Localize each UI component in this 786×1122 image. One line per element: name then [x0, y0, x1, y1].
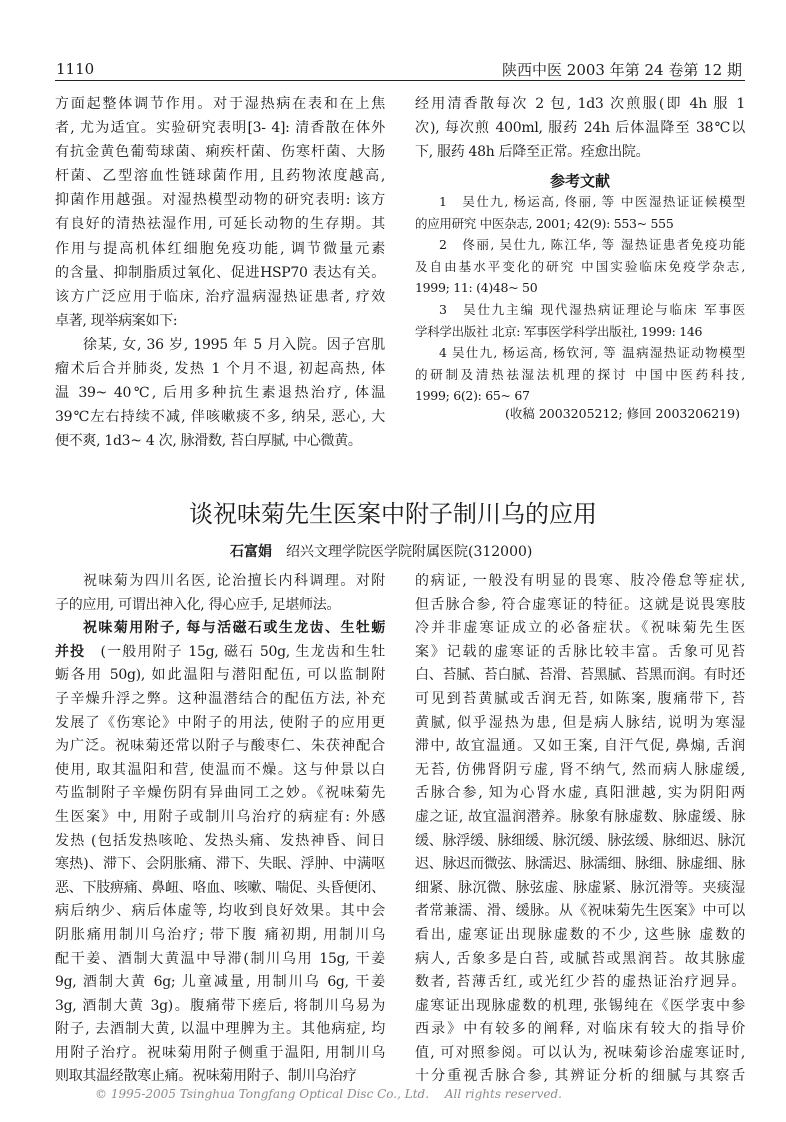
text-line: 祝味菊为四川名医, 论治擅长内科调理。对附 [83, 573, 385, 589]
text-line: 的应用研究 中医杂志, 2001; 42(9): 553~ 555 [415, 215, 674, 231]
author-name: 石富娟 [230, 544, 272, 560]
text-line: 瘤术后合并肺炎, 发热 1 个月不退, 初起高热, 体 [55, 361, 385, 378]
article-title: 谈祝味菊先生医案中附子制川乌的应用 [189, 500, 597, 528]
text-line: 39℃左右持续不减, 伴咳嗽痰不多, 纳呆, 恶心, 大 [55, 409, 385, 426]
references-heading: 参考文献 [549, 172, 610, 190]
text-line: 白、苔腻、苔白腻、苔滑、苔黑腻、苔黑而润。有时还 [415, 667, 745, 684]
text-line: 学科学出版社 北京: 军事医学科学出版社, 1999: 146 [415, 323, 703, 339]
text-line: 抑菌作用越强。对湿热模型动物的研究表明: 该方 [55, 192, 385, 209]
text-line: 则取其温经散寒止痛。祝味菊用附子、制川乌治疗 [55, 1068, 357, 1085]
text-line: 温 39~ 40℃, 后用多种抗生素退热治疗, 体温 [55, 385, 385, 402]
text-span: (一般用附子 15g, 磁石 50g, 生龙齿和生牡 [85, 643, 385, 660]
text-line: 缓、脉浮缓、脉细缓、脉沉缓、脉弦缓、脉细迟、脉沉 [415, 832, 745, 849]
received-dates: (收稿 2003205212; 修回 2003206219) [505, 406, 740, 421]
text-line: 9g, 酒制大黄 6g; 儿童减量, 用制川乌 6g, 干姜 [55, 974, 385, 991]
text-line: 细紧、脉沉微、脉弦虚、脉虚紧、脉沉滑等。夹痰湿 [415, 879, 745, 896]
text-line: 者, 尤为适宜。实验研究表明[3- 4]: 清香散在体外 [55, 120, 385, 137]
text-line: 有良好的清热祛湿作用, 可延长动物的生存期。其 [55, 216, 385, 233]
text-line: 可见到苔黄腻或舌润无苔, 如陈案, 腹痛带下, 苔 [415, 690, 745, 707]
text-line: 蛎各用 50g), 如此温阳与潜阳配伍, 可以监制附 [55, 667, 385, 684]
text-line: 者常兼濡、滑、缓脉。从《祝味菊先生医案》中可以 [415, 903, 745, 920]
bold-lead-text: 祝味菊用附子, 每与活磁石或生龙齿、生牡蛎 [83, 620, 385, 637]
text-line: 经用清香散每次 2 包, 1d3 次煎服(即 4h 服 1 [415, 96, 745, 112]
text-line: 十分重视舌脉合参, 其辨证分析的细腻与其察舌 [415, 1068, 745, 1085]
text-line: 附子, 去酒制大黄, 以温中理脾为主。其他病症, 均 [55, 1021, 385, 1038]
text-line: 方面起整体调节作用。对于湿热病在表和在上焦 [55, 96, 385, 112]
text-line: 该方广泛应用于临床, 治疗温病湿热证患者, 疗效 [55, 288, 385, 305]
text-line: 芍监制附子辛燥伤阴有异曲同工之妙。《祝味菊先 [55, 785, 385, 802]
text-line: 1999; 6(2): 65~ 67 [415, 388, 530, 404]
text-line: 病后纳少、病后体虚等, 均收到良好效果。其中会 [55, 903, 385, 920]
text-line: 为广泛。祝味菊还常以附子与酸枣仁、朱茯神配合 [55, 738, 385, 755]
text-line: 恶、下肢痹痛、鼻衄、咯血、咳嗽、喘促、头昏便闭、 [55, 879, 385, 896]
text-line [55, 641, 385, 665]
text-line: 西录》中有较多的阐释, 对临床有较大的指导价 [415, 1021, 745, 1038]
bold-lead-text: 并投 [55, 643, 86, 660]
text-line: 配干姜、酒制大黄温中导滞(制川乌用 15g, 干姜 [55, 950, 385, 967]
text-line: 虚寒证出现脉虚数的机理, 张锡纯在《医学衷中参 [415, 997, 745, 1014]
text-line: 1 吴仕九, 杨运高, 佟丽, 等 中医湿热证证候模型 [439, 194, 745, 209]
text-line: 阴胀痛用制川乌治疗; 带下腹 痛初期, 用制川乌 [55, 926, 385, 943]
text-line: 数者, 苔薄舌红, 或光红少苔的虚热证治疗迥异。 [415, 974, 745, 991]
prev-article-left-column [55, 92, 385, 453]
text-line: 3 吴仕九主编 现代湿热病证理论与临床 军事医 [439, 301, 745, 317]
text-line: 3g, 酒制大黄 3g)。腹痛带下瘥后, 将制川乌易为 [55, 997, 385, 1014]
text-line: 1999; 11: (4)48~ 50 [415, 280, 538, 296]
journal-issue: 陕西中医 2003 年第 24 卷第 12 期 [502, 61, 742, 79]
text-line: 的含量、抑制脂质过氧化、促进HSP70 表达有关。 [55, 264, 385, 281]
author-affiliation: 绍兴文理学院医学院附属医院(312000) [286, 544, 533, 560]
text-line: 案》记载的虚寒证的舌脉比较丰富。舌象可见苔 [415, 643, 745, 660]
text-line: 舌脉合参, 知为心肾水虚, 真阳泄越, 实为阴阳两 [415, 785, 745, 802]
text-line: 杆菌、乙型溶血性链球菌作用, 且药物浓度越高, [55, 168, 385, 185]
text-line: 使用, 取其温阳和营, 使温而不燥。这与仲景以白 [55, 761, 385, 778]
text-line: 的病证, 一般没有明显的畏寒、肢冷倦怠等症状, [415, 573, 745, 589]
text-line: 滞中, 故宜温通。又如王案, 自汗气促, 鼻煽, 舌润 [415, 738, 745, 755]
text-line [55, 617, 385, 641]
text-line: 的研制及清热祛湿法机理的探讨 中国中医药科技, [415, 366, 745, 382]
text-line: 卓著, 现举病案如下: [55, 312, 178, 329]
text-line: 寒热)、滞下、会阴胀痛、滞下、失眠、浮肿、中满呕 [55, 856, 385, 873]
text-line: 作用与提高机体红细胞免疫功能, 调节微量元素 [55, 240, 385, 257]
text-line: 虚之证, 故宜温润潜养。脉象有脉虚数、脉虚缓、脉 [415, 808, 745, 825]
text-line: 下, 服药 48h 后降至正常。痊愈出院。 [415, 144, 650, 161]
text-line: 但舌脉合参, 符合虚寒证的特征。这就是说畏寒肢 [415, 596, 745, 613]
article-left-column [55, 570, 385, 1089]
text-line: 及自由基水平变化的研究 中国实验临床免疫学杂志, [415, 258, 745, 274]
text-line: 有抗金黄色葡萄球菌、痢疾杆菌、伤寒杆菌、大肠 [55, 144, 385, 161]
text-line: 病人, 舌象多是白苔, 或腻苔或黑润苔。故其脉虚 [415, 950, 745, 967]
text-line: 冷并非虚寒证成立的必备症状。《祝味菊先生医 [415, 620, 745, 637]
text-line: 子的应用, 可谓出神入化, 得心应手, 足堪师法。 [55, 596, 341, 613]
text-line: 看出, 虚寒证出现脉虚数的不少, 这些脉 虚数的 [415, 926, 745, 943]
text-line: 生医案》中, 用附子或制川乌治疗的病症有: 外感 [55, 808, 385, 825]
text-line: 子辛燥升浮之弊。这种温潜结合的配伍方法, 补充 [55, 690, 385, 707]
article-right-column [415, 570, 745, 1089]
text-line: 黄腻, 似乎湿热为患, 但是病人脉结, 说明为寒湿 [415, 714, 745, 731]
text-line: 迟、脉迟而微弦、脉濡迟、脉濡细、脉细、脉虚细、脉 [415, 856, 745, 873]
text-line: 4 吴仕九, 杨运高, 杨钦河, 等 温病湿热证动物模型 [439, 345, 745, 361]
page-number: 1110 [56, 60, 95, 78]
text-line: 2 佟丽, 吴仕九, 陈江华, 等 湿热证患者免疫功能 [439, 237, 745, 253]
text-line: 便不爽, 1d3~ 4 次, 脉滑数, 苔白厚腻, 中心微黄。 [55, 433, 362, 450]
text-line: 值, 可对照参阅。可以认为, 祝味菊诊治虚寒证时, [415, 1044, 745, 1061]
text-line: 发热 (包括发热咳呛、发热头痛、发热神昏、间日 [55, 832, 385, 849]
copyright-footer: © 1995-2005 Tsinghua Tongfang Optical Disc Co., Ltd. All rights reserved. [95, 1087, 562, 1101]
text-line: 用附子治疗。祝味菊用附子侧重于温阳, 用制川乌 [55, 1044, 385, 1061]
byline [230, 541, 532, 561]
header-rule [55, 80, 745, 81]
text-line: 无苔, 仿佛肾阴亏虚, 肾不纳气, 然而病人脉虚缓, [415, 761, 745, 778]
text-line: 次), 每次煎 400ml, 服药 24h 后体温降至 38℃以 [415, 120, 745, 137]
prev-article-right-column [415, 92, 745, 164]
references-list [415, 191, 745, 407]
text-line: 徐某, 女, 36 岁, 1995 年 5 月入院。因子宫肌 [83, 336, 385, 353]
text-line: 发展了《伤寒论》中附子的用法, 使附子的应用更 [55, 714, 385, 731]
